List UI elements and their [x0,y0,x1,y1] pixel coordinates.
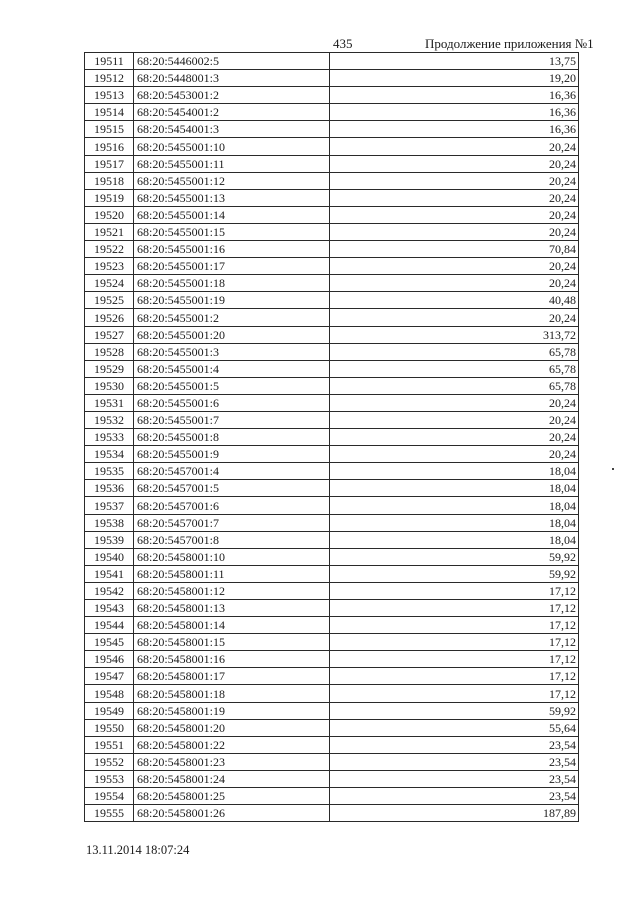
page-number: 435 [333,36,353,51]
row-number-cell: 19551 [85,736,134,753]
cadastral-value-table [84,52,579,822]
cadastral-number-cell: 68:20:5455001:12 [134,172,330,189]
value-cell: 65,78 [330,343,579,360]
cadastral-number-cell: 68:20:5453001:2 [134,87,330,104]
cadastral-number-cell: 68:20:5455001:5 [134,377,330,394]
row-number-cell: 19550 [85,719,134,736]
cadastral-number-cell: 68:20:5455001:13 [134,189,330,206]
value-cell: 187,89 [330,805,579,822]
cadastral-number-cell: 68:20:5455001:15 [134,223,330,240]
cadastral-number-cell: 68:20:5455001:4 [134,360,330,377]
table-row [85,702,579,719]
footer-timestamp: 13.11.2014 18:07:24 [86,843,190,857]
row-number-cell: 19544 [85,617,134,634]
cadastral-number-cell: 68:20:5455001:18 [134,275,330,292]
table-row [85,394,579,411]
row-number-cell: 19540 [85,548,134,565]
table-row [85,719,579,736]
cadastral-number-cell: 68:20:5455001:10 [134,138,330,155]
value-cell: 20,24 [330,394,579,411]
row-number-cell: 19538 [85,514,134,531]
value-cell: 70,84 [330,241,579,258]
cadastral-number-cell: 68:20:5448001:3 [134,70,330,87]
cadastral-number-cell: 68:20:5446002:5 [134,53,330,70]
value-cell: 313,72 [330,326,579,343]
table-row [85,600,579,617]
row-number-cell: 19523 [85,258,134,275]
table-row [85,138,579,155]
table-row [85,463,579,480]
value-cell: 17,12 [330,600,579,617]
value-cell: 18,04 [330,497,579,514]
row-number-cell: 19548 [85,685,134,702]
table-row [85,223,579,240]
value-cell: 55,64 [330,719,579,736]
table-row [85,104,579,121]
row-number-cell: 19537 [85,497,134,514]
cadastral-number-cell: 68:20:5458001:25 [134,788,330,805]
cadastral-number-cell: 68:20:5457001:8 [134,531,330,548]
table-row [85,788,579,805]
cadastral-number-cell: 68:20:5458001:12 [134,582,330,599]
row-number-cell: 19536 [85,480,134,497]
table-row [85,634,579,651]
row-number-cell: 19512 [85,70,134,87]
row-number-cell: 19554 [85,788,134,805]
value-cell: 40,48 [330,292,579,309]
value-cell: 20,24 [330,172,579,189]
value-cell: 20,24 [330,446,579,463]
row-number-cell: 19519 [85,189,134,206]
value-cell: 20,24 [330,155,579,172]
table-row [85,326,579,343]
value-cell: 59,92 [330,702,579,719]
table-row [85,668,579,685]
table-row [85,514,579,531]
row-number-cell: 19530 [85,377,134,394]
row-number-cell: 19552 [85,753,134,770]
row-number-cell: 19553 [85,770,134,787]
cadastral-number-cell: 68:20:5458001:26 [134,805,330,822]
row-number-cell: 19526 [85,309,134,326]
row-number-cell: 19518 [85,172,134,189]
table-row [85,70,579,87]
value-cell: 20,24 [330,138,579,155]
value-cell: 23,54 [330,788,579,805]
value-cell: 59,92 [330,548,579,565]
table-row [85,121,579,138]
row-number-cell: 19513 [85,87,134,104]
row-number-cell: 19521 [85,223,134,240]
row-number-cell: 19539 [85,531,134,548]
cadastral-number-cell: 68:20:5458001:18 [134,685,330,702]
cadastral-number-cell: 68:20:5455001:9 [134,446,330,463]
row-number-cell: 19543 [85,600,134,617]
value-cell: 13,75 [330,53,579,70]
cadastral-number-cell: 68:20:5455001:20 [134,326,330,343]
table-row [85,429,579,446]
cadastral-number-cell: 68:20:5454001:3 [134,121,330,138]
value-cell: 23,54 [330,753,579,770]
cadastral-number-cell: 68:20:5455001:3 [134,343,330,360]
row-number-cell: 19511 [85,53,134,70]
value-cell: 59,92 [330,565,579,582]
value-cell: 20,24 [330,429,579,446]
value-cell: 16,36 [330,121,579,138]
row-number-cell: 19531 [85,394,134,411]
cadastral-number-cell: 68:20:5457001:5 [134,480,330,497]
row-number-cell: 19541 [85,565,134,582]
cadastral-number-cell: 68:20:5455001:7 [134,411,330,428]
row-number-cell: 19524 [85,275,134,292]
table-row [85,343,579,360]
row-number-cell: 19516 [85,138,134,155]
cadastral-number-cell: 68:20:5455001:16 [134,241,330,258]
row-number-cell: 19542 [85,582,134,599]
cadastral-number-cell: 68:20:5457001:7 [134,514,330,531]
cadastral-number-cell: 68:20:5458001:24 [134,770,330,787]
value-cell: 65,78 [330,377,579,394]
cadastral-number-cell: 68:20:5455001:8 [134,429,330,446]
value-cell: 20,24 [330,223,579,240]
row-number-cell: 19528 [85,343,134,360]
table-row [85,651,579,668]
cadastral-number-cell: 68:20:5458001:20 [134,719,330,736]
table-row [85,258,579,275]
cadastral-number-cell: 68:20:5455001:17 [134,258,330,275]
cadastral-number-cell: 68:20:5455001:6 [134,394,330,411]
row-number-cell: 19535 [85,463,134,480]
cadastral-number-cell: 68:20:5458001:15 [134,634,330,651]
table-row [85,753,579,770]
row-number-cell: 19555 [85,805,134,822]
value-cell: 19,20 [330,70,579,87]
table-row [85,241,579,258]
table-row [85,497,579,514]
table-row [85,275,579,292]
table-row [85,565,579,582]
row-number-cell: 19545 [85,634,134,651]
value-cell: 23,54 [330,770,579,787]
table-row [85,155,579,172]
table-row [85,685,579,702]
row-number-cell: 19522 [85,241,134,258]
row-number-cell: 19517 [85,155,134,172]
table-row [85,172,579,189]
cadastral-number-cell: 68:20:5458001:23 [134,753,330,770]
cadastral-number-cell: 68:20:5458001:14 [134,617,330,634]
row-number-cell: 19525 [85,292,134,309]
value-cell: 18,04 [330,531,579,548]
table-row [85,411,579,428]
value-cell: 20,24 [330,206,579,223]
table-row [85,292,579,309]
cadastral-number-cell: 68:20:5458001:16 [134,651,330,668]
cadastral-number-cell: 68:20:5458001:10 [134,548,330,565]
table-row [85,446,579,463]
value-cell: 17,12 [330,668,579,685]
table-row [85,309,579,326]
table-row [85,617,579,634]
cadastral-number-cell: 68:20:5457001:4 [134,463,330,480]
cadastral-number-cell: 68:20:5455001:14 [134,206,330,223]
value-cell: 20,24 [330,309,579,326]
cadastral-number-cell: 68:20:5455001:11 [134,155,330,172]
row-number-cell: 19546 [85,651,134,668]
value-cell: 65,78 [330,360,579,377]
cadastral-number-cell: 68:20:5458001:11 [134,565,330,582]
table-row [85,360,579,377]
value-cell: 18,04 [330,463,579,480]
table-row [85,736,579,753]
value-cell: 17,12 [330,634,579,651]
table-row [85,206,579,223]
row-number-cell: 19527 [85,326,134,343]
value-cell: 16,36 [330,87,579,104]
cadastral-number-cell: 68:20:5458001:17 [134,668,330,685]
cadastral-number-cell: 68:20:5458001:22 [134,736,330,753]
row-number-cell: 19529 [85,360,134,377]
value-cell: 16,36 [330,104,579,121]
value-cell: 20,24 [330,411,579,428]
row-number-cell: 19520 [85,206,134,223]
row-number-cell: 19534 [85,446,134,463]
row-number-cell: 19532 [85,411,134,428]
value-cell: 18,04 [330,480,579,497]
cadastral-number-cell: 68:20:5455001:2 [134,309,330,326]
table-row [85,582,579,599]
value-cell: 23,54 [330,736,579,753]
value-cell: 17,12 [330,685,579,702]
row-number-cell: 19515 [85,121,134,138]
cadastral-number-cell: 68:20:5458001:19 [134,702,330,719]
cadastral-number-cell: 68:20:5458001:13 [134,600,330,617]
table-row [85,548,579,565]
table-body [85,53,579,822]
cadastral-number-cell: 68:20:5457001:6 [134,497,330,514]
table-row [85,480,579,497]
row-number-cell: 19549 [85,702,134,719]
value-cell: 18,04 [330,514,579,531]
row-number-cell: 19547 [85,668,134,685]
row-number-cell: 19514 [85,104,134,121]
row-number-cell: 19533 [85,429,134,446]
value-cell: 20,24 [330,189,579,206]
value-cell: 17,12 [330,617,579,634]
value-cell: 17,12 [330,651,579,668]
cadastral-number-cell: 68:20:5455001:19 [134,292,330,309]
value-cell: 20,24 [330,275,579,292]
cadastral-number-cell: 68:20:5454001:2 [134,104,330,121]
table-row [85,53,579,70]
value-cell: 17,12 [330,582,579,599]
scan-mark [612,468,614,470]
table-row [85,770,579,787]
appendix-continuation-label: Продолжение приложения №1 [425,36,594,51]
table-row [85,87,579,104]
table-row [85,531,579,548]
value-cell: 20,24 [330,258,579,275]
table-row [85,805,579,822]
table-row [85,377,579,394]
table-row [85,189,579,206]
